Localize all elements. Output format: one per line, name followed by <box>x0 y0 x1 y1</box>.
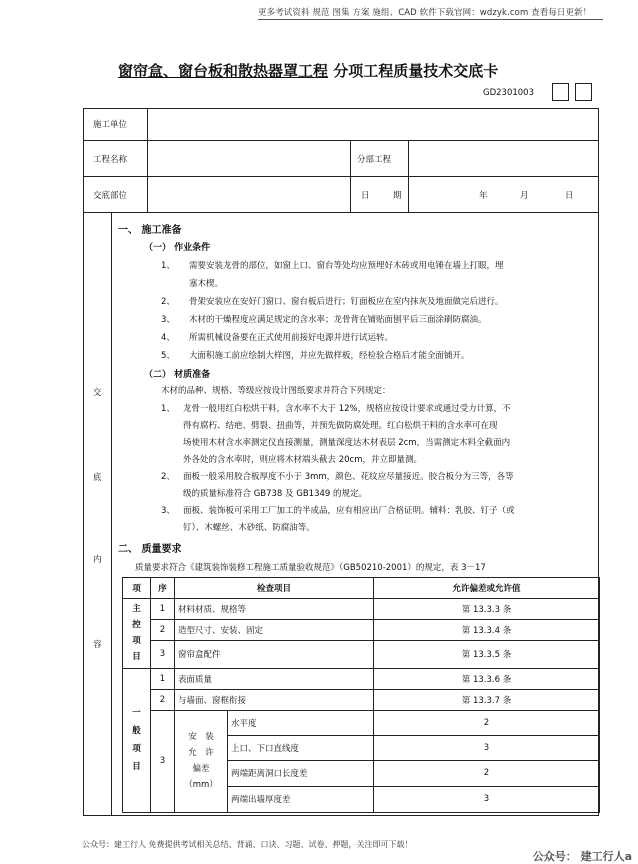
page-title <box>118 60 498 81</box>
install-label-line: （mm） <box>184 780 218 791</box>
date-label-char-1: 日 <box>361 191 370 201</box>
row-item: 与墙面、窗框衔接 <box>175 689 374 710</box>
list-line: 龙骨一般用红白松烘干料，含水率不大于 12%，规格应按设计要求或通过受力计算，不 <box>183 404 511 414</box>
header-cell: 项 <box>123 578 151 599</box>
materials-intro: 木材的品种、规格、等级应按设计图纸要求并符合下列规定： <box>161 386 391 396</box>
list-line: 所需机械设备要在正式使用前接好电源并进行试运转。 <box>189 333 394 343</box>
row-number: 3 <box>151 710 175 812</box>
main-group-label: 主控项目 <box>123 599 151 669</box>
banner-divider <box>258 19 603 20</box>
section-2-heading: 二、 质量要求 <box>118 544 182 555</box>
table-row <box>123 710 600 735</box>
footer-note: 公众号：建工行人 免费提供考试相关总结、背诵、口诀、习题、试卷、押题，关注即可下载！ <box>82 840 413 849</box>
title-rest: 分项工程质量技术交底卡 <box>333 62 499 80</box>
top-banner: 更多考试资料 规范 图集 方案 施组、CAD 软件下载官网：wdzyk.com 查看每日更新！ <box>258 8 592 18</box>
list-line: 面板一般采用胶合板厚度不小于 3mm，颜色、花纹应尽量接近。胶合板分为三等，各等 <box>183 472 514 482</box>
list-line: 得有腐朽、结疤、劈裂、扭曲等，并预先做防腐处理。红白松烘干料的含水率可在现 <box>183 421 498 431</box>
checkbox-1 <box>552 83 569 101</box>
month-label: 月 <box>520 191 529 201</box>
table-row <box>123 620 600 641</box>
row-value: 第 13.3.5 条 <box>374 641 600 668</box>
list-line: 面板、装饰板可采用工厂加工的半成品，应有相应出厂合格证明。辅料：乳胶、钉子（或 <box>183 506 515 516</box>
list-line: 骨架安装应在安好门窗口、窗台板后进行；钉面板应在室内抹灰及地面做完后进行。 <box>189 297 504 307</box>
header-cell: 允许偏差或允许值 <box>374 578 600 599</box>
list-line: 大面积施工前应绘制大样图，并应先做样板，经检验合格后才能全面铺开。 <box>189 351 470 361</box>
date-label-char-2: 期 <box>393 191 402 201</box>
list-line: 钉）、木螺丝、木砂纸、防腐油等。 <box>183 523 315 533</box>
unit-label: 施工单位 <box>93 120 128 130</box>
row-number: 2 <box>151 689 175 710</box>
part-label: 交底部位 <box>93 191 128 201</box>
title-underlined: 窗帘盒、窗台板和散热器罩工程 <box>118 62 329 80</box>
row-number: 1 <box>151 599 175 620</box>
side-label-char: 底 <box>93 473 102 483</box>
quality-intro: 质量要求符合《建筑装饰装修工程施工质量验收规范》（GB50210-2001）的规定，表 3－17 <box>135 563 486 573</box>
project-label: 工程名称 <box>93 155 128 165</box>
general-group-label: 一般项目 <box>123 668 151 812</box>
row-item: 窗帘盒配件 <box>175 641 374 668</box>
list-number: 5、 <box>161 351 175 361</box>
side-label-char: 交 <box>93 388 102 398</box>
row-value: 第 13.3.4 条 <box>374 620 600 641</box>
list-number: 3、 <box>161 506 175 516</box>
row-value: 2 <box>374 761 600 786</box>
watermark: 公众号： 建工行人a <box>532 850 632 863</box>
year-label: 年 <box>479 191 488 201</box>
section-1-sub-2: （二） 材质准备 <box>144 370 211 380</box>
list-line: 木材的干燥程度应满足规定的含水率；龙骨背在铺贴面刨平后三面涂刷防腐油。 <box>189 315 487 325</box>
list-number: 3、 <box>161 315 175 325</box>
row-number: 2 <box>151 620 175 641</box>
checkbox-2 <box>575 83 592 101</box>
list-number: 2、 <box>161 297 175 307</box>
table-row <box>123 668 600 689</box>
row-number: 1 <box>151 668 175 689</box>
list-line: 场使用木材含水率测定仪直接测量，测量深度达木材表层 2cm，当需测定木料全截面内 <box>183 438 511 448</box>
list-line: 塞木楔。 <box>189 279 224 289</box>
row-value: 3 <box>374 735 600 760</box>
list-line: 级的质量标准符合 GB738 及 GB1349 的规定。 <box>183 489 368 499</box>
header-cell: 序 <box>151 578 175 599</box>
doc-code: GD2301003 <box>483 88 534 98</box>
col-divider <box>408 140 409 212</box>
install-label-line: 安 装 <box>188 732 214 743</box>
install-label-line: 偏差 <box>192 764 210 775</box>
quality-table <box>122 577 600 813</box>
section-1-sub-1: （一） 作业条件 <box>144 243 211 253</box>
section-1-heading: 一、 施工准备 <box>118 225 182 236</box>
install-label-line: 允 许 <box>188 748 214 759</box>
col-divider <box>350 140 351 212</box>
side-label-char: 内 <box>93 555 102 565</box>
row-value: 第 13.3.3 条 <box>374 599 600 620</box>
row-value: 2 <box>374 710 600 735</box>
install-tolerance-label <box>175 710 228 812</box>
list-number: 2、 <box>161 472 175 482</box>
row-item: 水平度 <box>228 710 374 735</box>
list-number: 1、 <box>161 404 175 414</box>
list-line: 外各处的含水率时，则应将木材端头截去 20cm，并立即量测。 <box>183 455 422 465</box>
row-item: 材料材质、规格等 <box>175 599 374 620</box>
side-label-char: 容 <box>93 640 102 650</box>
row-item: 表面质量 <box>175 668 374 689</box>
row-value: 3 <box>374 786 600 812</box>
col-divider <box>111 212 112 816</box>
row-item: 两端距离洞口长度差 <box>228 761 374 786</box>
table-row <box>123 641 600 668</box>
row-value: 第 13.3.6 条 <box>374 668 600 689</box>
row-item: 上口、下口直线度 <box>228 735 374 760</box>
row-divider <box>83 140 599 141</box>
table-row <box>123 689 600 710</box>
row-number: 3 <box>151 641 175 668</box>
day-label: 日 <box>565 191 574 201</box>
col-divider <box>147 108 148 212</box>
list-number: 1、 <box>161 261 175 271</box>
row-divider <box>83 212 599 213</box>
row-value: 第 13.3.7 条 <box>374 689 600 710</box>
list-line: 需要安装龙骨的部位，如窗上口、窗台等处均应预埋好木砖或用电锤在墙上打眼，埋 <box>189 261 504 271</box>
row-divider <box>83 176 599 177</box>
list-number: 4、 <box>161 333 175 343</box>
row-item: 两端出墙厚度差 <box>228 786 374 812</box>
subproject-label: 分部工程 <box>357 155 392 165</box>
header-cell: 检查项目 <box>175 578 374 599</box>
table-header-row <box>123 578 600 599</box>
table-row <box>123 599 600 620</box>
row-item: 造型尺寸、安装、固定 <box>175 620 374 641</box>
